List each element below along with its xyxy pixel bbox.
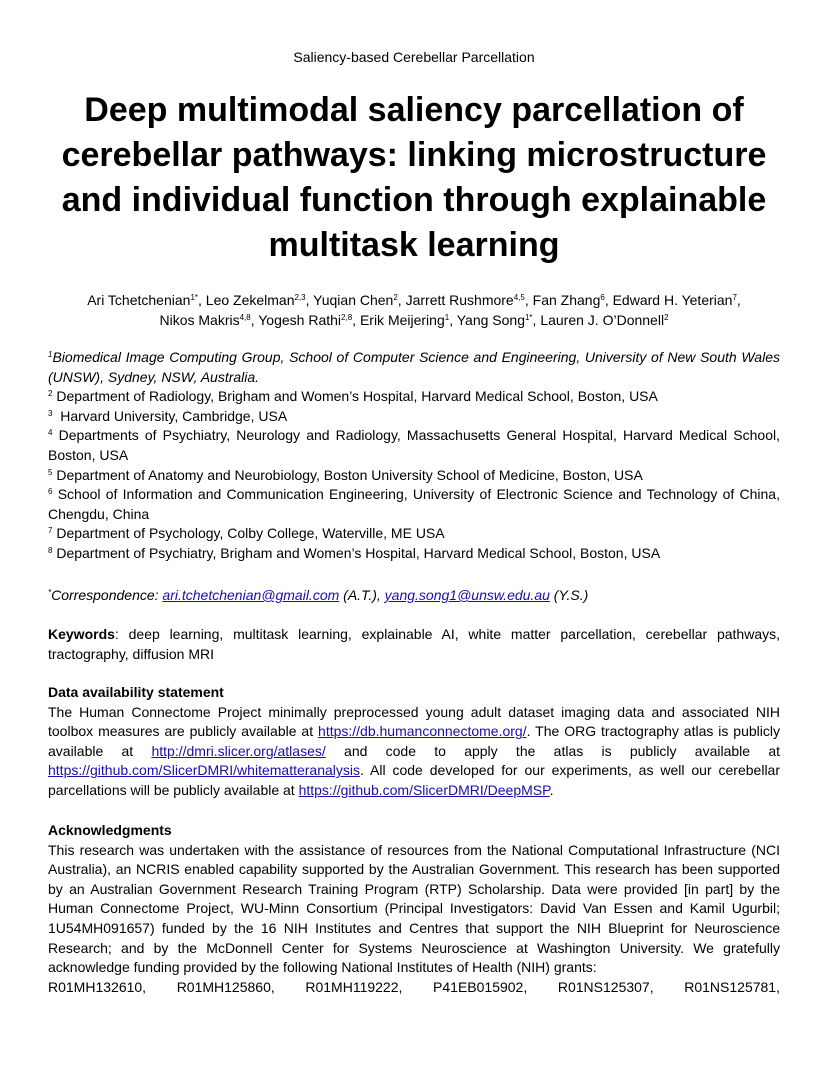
- affiliation-8: [48, 544, 780, 564]
- keywords-text: : deep learning, multitask learning, explainable AI, white matter parcellation, cerebellar pathways, tractography, diffusion MRI: [48, 626, 780, 662]
- grant-list: [48, 978, 780, 998]
- author-separator: ,: [250, 312, 259, 328]
- author-separator: ,: [524, 292, 533, 308]
- data-text-4: . All code developed for our experiments, as well our cerebellar parcellations will be publicly available at: [48, 762, 780, 798]
- author-separator: ,: [397, 292, 406, 308]
- running-head: Saliency-based Cerebellar Parcellation: [293, 49, 535, 65]
- author-name: Yang Song: [456, 312, 525, 328]
- keywords: [48, 625, 780, 664]
- author-name: Jarrett Rushmore: [405, 292, 514, 308]
- acknowledgments-section: [48, 821, 780, 997]
- affiliation-marker: 7: [48, 526, 53, 536]
- data-text-5: .: [549, 781, 554, 798]
- affiliation-marker: 6: [48, 487, 53, 497]
- author-name: Erik Meijering: [359, 312, 445, 328]
- author-separator: ,: [305, 292, 314, 308]
- hcp-link[interactable]: https://db.humanconnectome.org/: [318, 723, 527, 740]
- affiliation-marker: 3: [48, 408, 53, 418]
- author-name: Yogesh Rathi: [258, 312, 342, 328]
- keywords-label: Keywords: [48, 626, 115, 642]
- author-affiliation-marker: 2: [664, 313, 669, 322]
- author-affiliation-marker: 2,3: [294, 293, 306, 302]
- atlas-link[interactable]: http://dmri.slicer.org/atlases/: [151, 742, 326, 759]
- correspondence-initials-2: (Y.S.): [549, 587, 589, 603]
- author-affiliation-marker: 1*: [190, 293, 198, 302]
- whitematteranalysis-link[interactable]: https://github.com/SlicerDMRI/whitematteranalysis: [48, 762, 360, 779]
- author-separator: ,: [736, 292, 741, 308]
- author: [87, 292, 206, 308]
- author-name: Ari Tchetchenian: [87, 292, 191, 308]
- correspondence-marker: *: [48, 588, 52, 597]
- author-separator: ,: [352, 312, 360, 328]
- author-separator: ,: [198, 292, 206, 308]
- author: [406, 292, 533, 308]
- affiliation-text: Department of Psychiatry, Brigham and Women’s Hospital, Harvard Medical School, Boston, USA: [52, 544, 661, 561]
- affiliation-text: Department of Radiology, Brigham and Women’s Hospital, Harvard Medical School, Boston, USA: [52, 388, 658, 405]
- author-name: Nikos Makris: [159, 312, 240, 328]
- grant-id: R01NS125307,: [557, 978, 654, 995]
- affiliation-list: [48, 348, 784, 564]
- email-link-2[interactable]: yang.song1@unsw.edu.au: [384, 587, 550, 603]
- author-separator: ,: [532, 312, 541, 328]
- email-link-1[interactable]: ari.tchetchenian@gmail.com: [162, 587, 340, 603]
- author-affiliation-marker: 4,5: [513, 293, 525, 302]
- correspondence-initials-1: (A.T.),: [339, 587, 385, 603]
- author-name: Leo Zekelman: [205, 292, 295, 308]
- affiliation-1: [48, 348, 784, 387]
- author-affiliation-marker: 1*: [524, 313, 533, 322]
- affiliation-2: [48, 387, 780, 407]
- affiliation-text: Biomedical Image Computing Group, School of Computer Science and Engineering, University of New South Wales (UNSW), Sydney, NSW, Australia.: [48, 349, 784, 385]
- author-separator: ,: [449, 312, 457, 328]
- affiliation-text: Department of Anatomy and Neurobiology, Boston University School of Medicine, Boston, USA: [52, 466, 643, 483]
- author-list: [48, 290, 780, 330]
- author: [159, 312, 258, 328]
- author-name: Fan Zhang: [532, 292, 601, 308]
- affiliation-marker: 8: [48, 545, 53, 555]
- author: [533, 292, 613, 308]
- grant-id: P41EB015902,: [433, 978, 528, 995]
- affiliation-marker: 5: [48, 467, 53, 477]
- affiliation-7: [48, 524, 780, 544]
- affiliation-6: [48, 485, 784, 524]
- grant-id: R01NS125781,: [684, 978, 780, 995]
- author: [206, 292, 313, 308]
- author-name: Edward H. Yeterian: [612, 292, 733, 308]
- affiliation-text: Department of Psychology, Colby College, Waterville, ME USA: [52, 525, 445, 542]
- affiliation-marker: 1: [48, 350, 53, 359]
- acknowledgments-text: This research was undertaken with the assistance of resources from the National Computational Infrastructure (NCI Australia), an NCRIS enabled capability supported by the Australian Government. This research has been supported by an Australian Government Research Training Program (RTP) Scholarship. Data were provided [in part] by the Human Connectome Project, WU-Minn Consortium (Principal Investigators: David Van Essen and Kamil Ugurbil; 1U54MH091657) funded by the 16 NIH Institutes and Centres that support the NIH Blueprint for Neuroscience Research; and by the McDonnell Center for Systems Neuroscience at Washington University. We gratefully acknowledge funding provided by the following National Institutes of Health (NIH) grants:: [48, 841, 780, 976]
- author-name: Lauren J. O’Donnell: [540, 312, 665, 328]
- author-affiliation-marker: 2,8: [341, 313, 353, 322]
- data-availability-heading: Data availability statement: [48, 684, 224, 700]
- deepmsp-link[interactable]: https://github.com/SlicerDMRI/DeepMSP: [298, 781, 550, 798]
- author-name: Yuqian Chen: [313, 292, 394, 308]
- author-affiliation-marker: 1: [444, 313, 450, 322]
- data-availability-section: [48, 683, 780, 801]
- author: [457, 312, 541, 328]
- correspondence-label: Correspondence:: [51, 587, 163, 603]
- author: [613, 292, 741, 308]
- data-text-1: The Human Connectome Project minimally preprocessed young adult dataset imaging data and associated NIH toolbox measures are publicly available at: [48, 703, 780, 740]
- grant-id: R01MH132610,: [48, 978, 147, 995]
- author-affiliation-marker: 4,8: [239, 313, 251, 322]
- affiliation-text: School of Information and Communication Engineering, University of Electronic Science and Technology of China, Chengdu, China: [48, 486, 784, 522]
- acknowledgments-heading: Acknowledgments: [48, 822, 172, 838]
- author-affiliation-marker: 2: [393, 293, 398, 302]
- affiliation-3: [48, 407, 780, 427]
- data-availability-text: [48, 703, 780, 801]
- author: [540, 312, 668, 328]
- author-affiliation-marker: 6: [600, 293, 605, 302]
- affiliation-marker: 4: [48, 428, 53, 438]
- data-text-3: and code to apply the atlas is publicly available at: [325, 742, 781, 759]
- author: [360, 312, 457, 328]
- affiliation-marker: 2: [48, 389, 53, 399]
- author: [258, 312, 360, 328]
- author: [313, 292, 405, 308]
- correspondence: [48, 585, 780, 605]
- author-separator: ,: [604, 292, 613, 308]
- paper-title: Deep multimodal saliency parcellation of cerebellar pathways: linking microstructure and individual function through explainable multitask learning: [61, 91, 767, 264]
- grant-id: R01MH119222,: [305, 978, 403, 995]
- affiliation-text: Departments of Psychiatry, Neurology and Radiology, Massachusetts General Hospital, Harvard Medical School, Boston, USA: [48, 427, 784, 463]
- affiliation-4: [48, 426, 784, 465]
- data-text-2: . The ORG tractography atlas is publicly available at: [48, 723, 781, 759]
- grant-id: R01MH125860,: [176, 978, 275, 995]
- affiliation-text: Harvard University, Cambridge, USA: [52, 407, 288, 424]
- author-affiliation-marker: 7: [732, 293, 737, 302]
- affiliation-5: [48, 466, 780, 486]
